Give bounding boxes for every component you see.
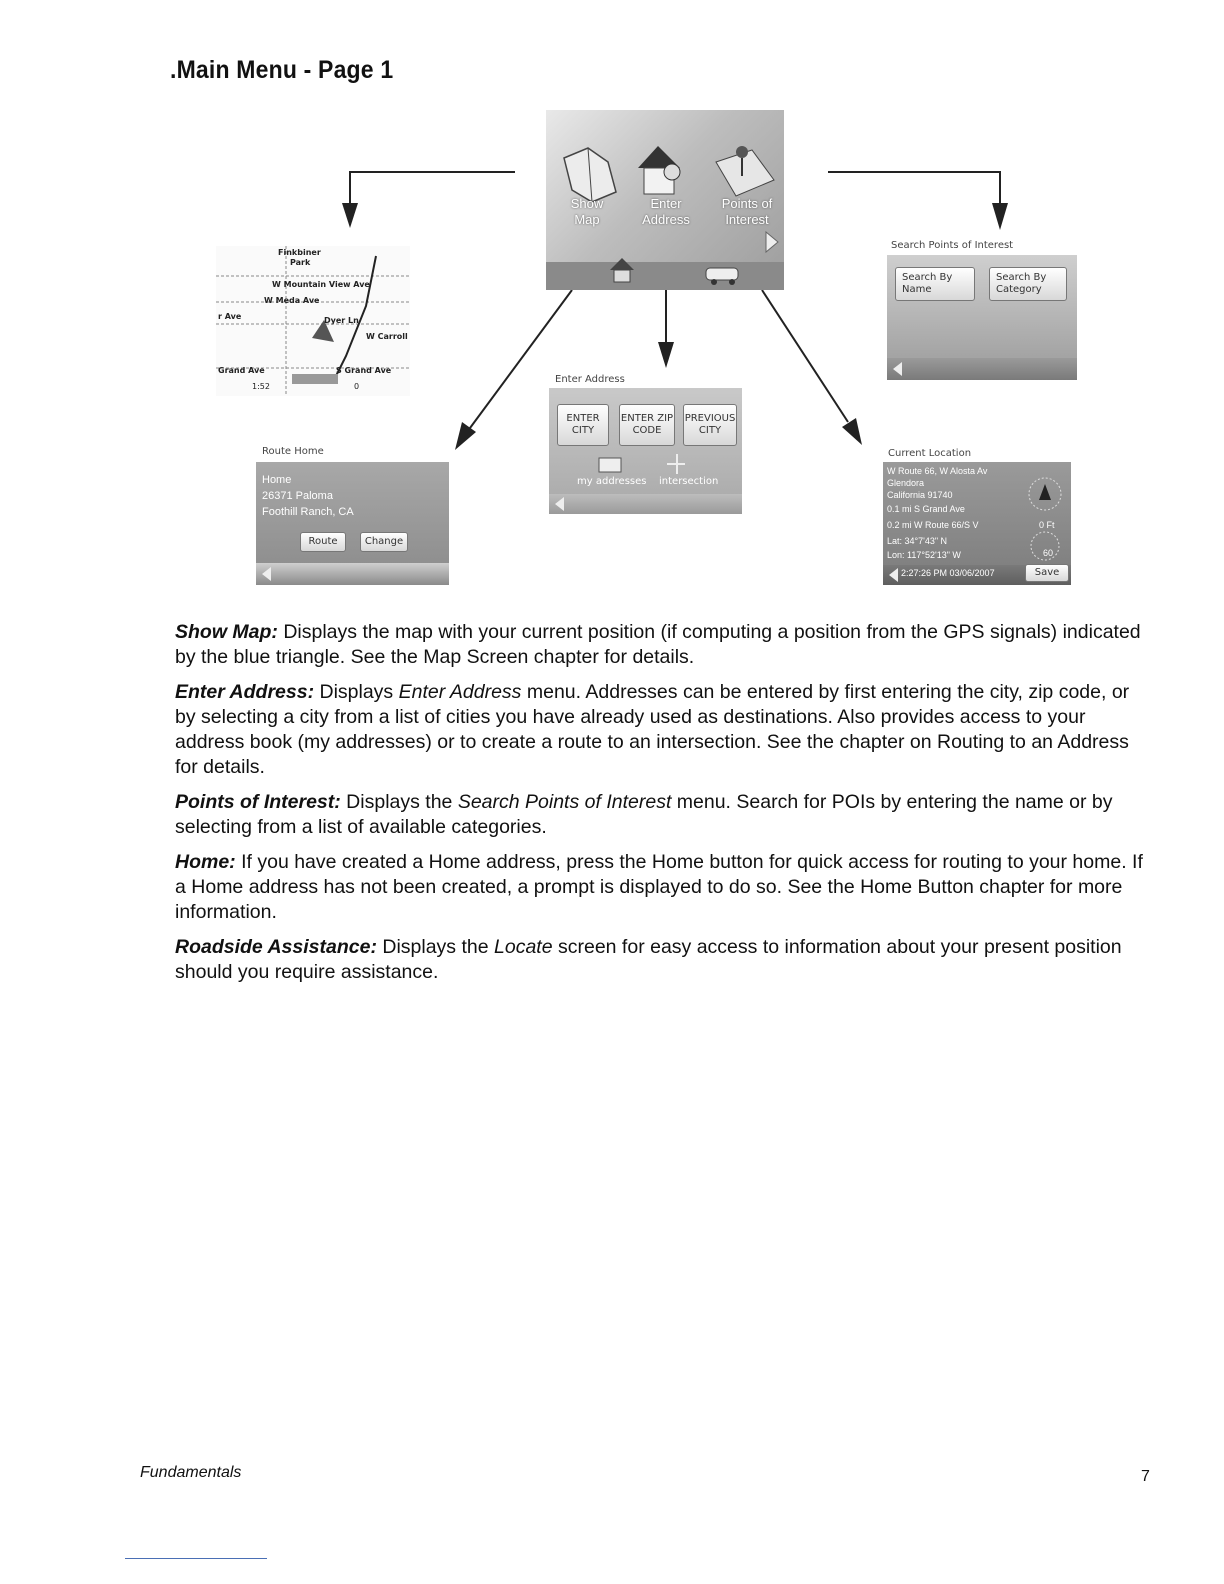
connector-roadside (762, 290, 848, 422)
location-nearby-2: 0.2 mi W Route 66/S V (887, 520, 979, 530)
my-addresses-link[interactable]: my addresses (577, 476, 647, 487)
map-speed: 0 (354, 382, 360, 391)
back-arrow-icon[interactable] (889, 568, 898, 582)
home-name: Home (262, 474, 292, 486)
save-button[interactable]: Save (1025, 564, 1069, 582)
para-home: Home: If you have created a Home address, press the Home button for quick access for routing to your home. If a Home address has not been created, a prompt is displayed to do so. See the Home Button chapter for more information. (175, 851, 1143, 923)
arrowhead-location (842, 418, 862, 445)
poi-pin-icon (716, 146, 774, 196)
map-label: W Meda Ave (264, 296, 320, 305)
enter-city-button[interactable]: ENTER CITY (557, 404, 609, 446)
address-book-icon (595, 452, 685, 476)
change-button[interactable]: Change (360, 532, 408, 552)
location-timestamp: 2:27:26 PM 03/06/2007 (901, 568, 995, 578)
arrowhead-route (455, 422, 476, 450)
back-arrow-icon[interactable] (893, 362, 902, 376)
location-street: W Route 66, W Alosta Av (887, 466, 988, 476)
back-arrow-icon[interactable] (555, 497, 564, 511)
search-by-category-button[interactable]: Search By Category (989, 267, 1067, 301)
search-poi-label: Search Points of Interest (891, 240, 1014, 251)
connector-poi (828, 172, 1000, 205)
para-enter-address: Enter Address: Displays Enter Address menu. Addresses can be entered by first entering the city, zip code, or by selecting a city from a list of cities you have already used as destinations. Also provides access to your address book (my addresses) or to create a route to an intersection. See the chapter on Routing to an Address for details. (175, 681, 1130, 778)
enter-zip-code-button[interactable]: ENTER ZIP CODE (619, 404, 675, 446)
enter-address-button[interactable]: Enter Address (642, 196, 690, 227)
search-poi-screen (887, 255, 1077, 380)
map-label: W Mountain View Ave (272, 280, 370, 289)
enter-address-screen (549, 388, 742, 514)
map-icon (564, 148, 616, 202)
map-label: Dyer Ln (324, 316, 359, 325)
location-latitude: Lat: 34°7'43" N (887, 536, 948, 546)
map-label: Grand Ave (218, 366, 265, 375)
home-city: Foothill Ranch, CA (262, 506, 354, 518)
arrowhead-poi (992, 203, 1008, 230)
current-location-screen (883, 462, 1071, 585)
map-screen (216, 246, 410, 396)
page-title: .Main Menu - Page 1 (170, 56, 394, 84)
connector-show-map (350, 172, 515, 205)
home-street: 26371 Paloma (262, 490, 333, 502)
location-longitude: Lon: 117°52'13" W (887, 550, 961, 560)
location-nearby-1: 0.1 mi S Grand Ave (887, 504, 965, 514)
back-arrow-icon[interactable] (262, 567, 271, 581)
enter-address-label: Enter Address (555, 374, 625, 385)
map-label: Park (290, 258, 311, 267)
home-button-icon (610, 258, 634, 282)
intersection-link[interactable]: intersection (659, 476, 719, 487)
current-location-label: Current Location (888, 448, 972, 459)
para-show-map: Show Map: Displays the map with your current position (if computing a position from the GPS signals) indicated by the blue triangle. See the Map Screen chapter for details. (175, 621, 1141, 668)
description-list (175, 620, 1150, 995)
house-icon (638, 146, 680, 194)
para-roadside-assistance: Roadside Assistance: Displays the Locate screen for easy access to information about your present position should you require assistance. (175, 936, 1122, 983)
home-address (262, 472, 354, 520)
map-label: Finkbiner (278, 248, 321, 257)
route-button[interactable]: Route (300, 532, 346, 552)
main-menu-screen (546, 110, 784, 290)
route-home-screen (256, 462, 449, 585)
route-home-label: Route Home (262, 446, 324, 457)
show-map-button[interactable]: Show Map (570, 196, 604, 227)
location-city: Glendora (887, 478, 925, 488)
para-points-of-interest: Points of Interest: Displays the Search Points of Interest menu. Search for POIs by entering the name or by selecting from a list of available categories. (175, 791, 1113, 838)
location-state: California 91740 (887, 490, 953, 500)
footer-section: Fundamentals (140, 1464, 242, 1481)
footnote-rule (125, 1558, 267, 1559)
page-number: 7 (1141, 1468, 1150, 1485)
speed-readout: 60 (1043, 548, 1054, 558)
arrowhead-map (342, 203, 358, 228)
map-label: W Carroll (366, 332, 408, 341)
altitude-readout: 0 Ft (1039, 520, 1055, 530)
map-label: r Ave (218, 312, 242, 321)
next-page-arrow-icon (766, 232, 778, 252)
map-label: S Grand Ave (336, 366, 392, 375)
map-time: 1:52 (252, 382, 270, 391)
arrowhead-address (658, 342, 674, 368)
search-by-name-button[interactable]: Search By Name (895, 267, 975, 301)
previous-city-button[interactable]: PREVIOUS CITY (683, 404, 737, 446)
points-of-interest-button[interactable]: Points of Interest (721, 196, 773, 227)
